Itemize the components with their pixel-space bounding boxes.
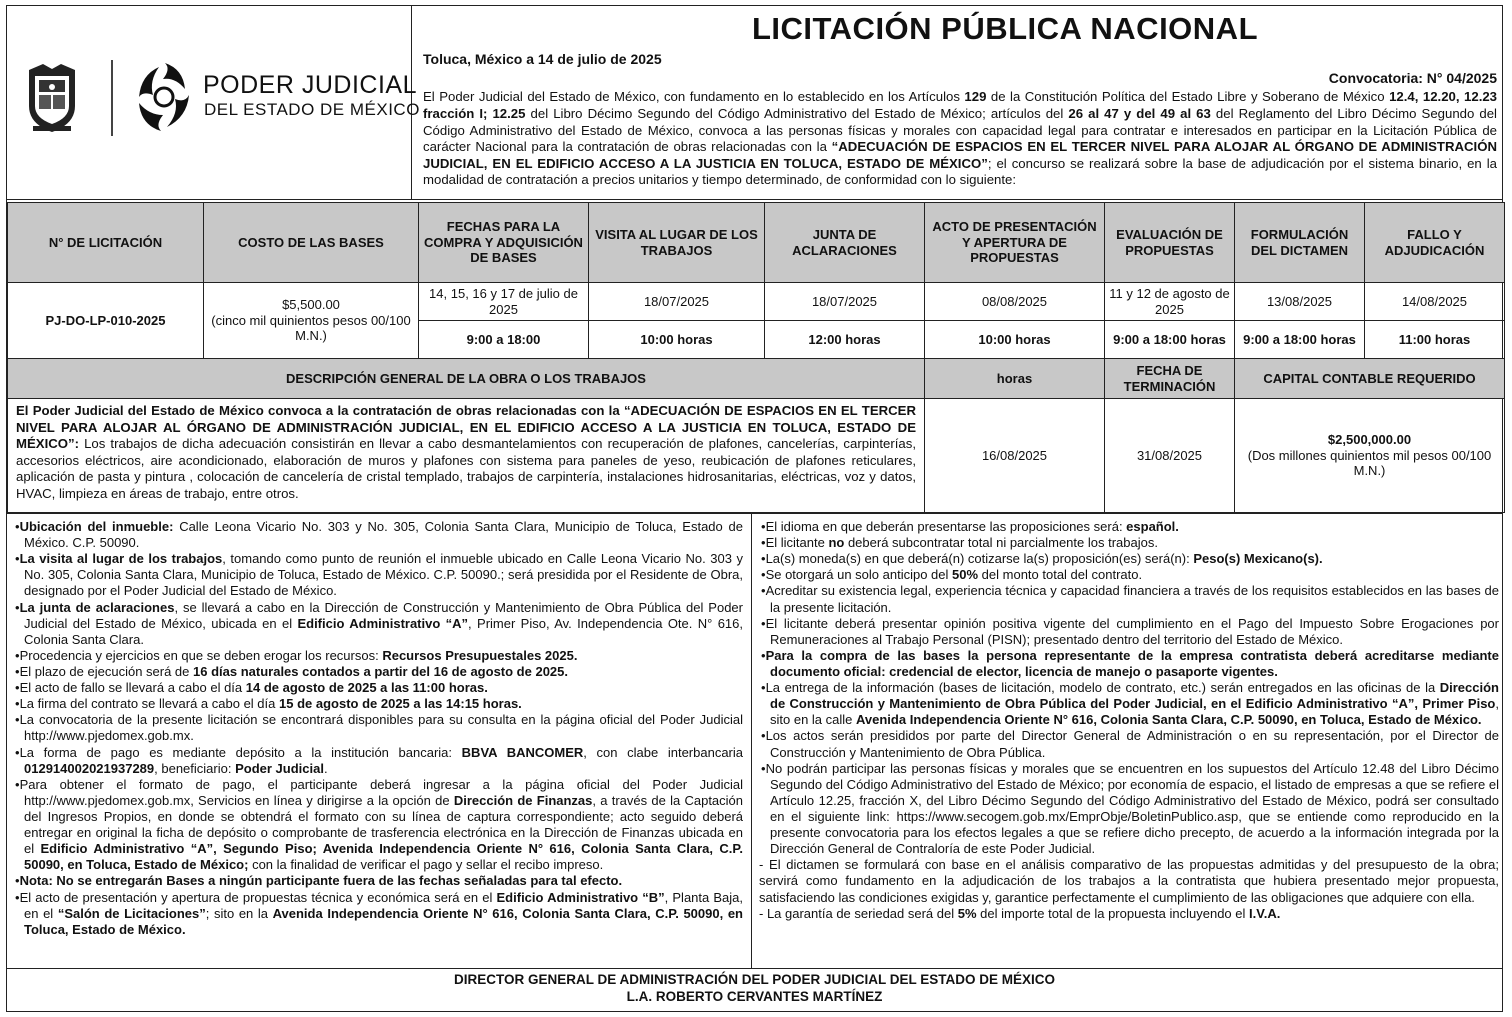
text-run: Los actos serán presididos por parte del Director General de Administración o en su representación, por el Director de Construcción y Mantenimiento de Obra Pública.: [765, 728, 1499, 760]
bold-text: “ADECUACIÓN DE ESPACIOS EN EL TERCER NIVEL PARA ALOJAR AL ÓRGANO DE ADMINISTRACIÓN JUDICIAL, EN EL EDIFICIO ACCESO A LA JUSTICIA EN TOLUCA, ESTADO DE MÉXICO”: [423, 139, 1497, 171]
bases-cost: $5,500.00: [282, 296, 340, 312]
text-run: La firma del contrato se llevará a cabo el día: [19, 696, 279, 712]
document-page: [6, 5, 1503, 1012]
bullet-icon: •: [15, 551, 20, 567]
bold-text: Para la compra de las bases la persona representante de la empresa contratista deberá acreditarse mediante documento oficial: credencial de elector, licencia de manejo o pasaporte vigentes.: [765, 647, 1499, 679]
bold-text: Edificio Administrativo “A”: [297, 615, 469, 631]
bold-text: El Poder Judicial del Estado de México convoca a la contratación de obras relacionadas con la “ADECUACIÓN DE ESPACIOS EN EL TERCER NIVEL PARA ALOJAR AL ÓRGANO DE ADMINISTRACIÓN JUDICIAL, EN EL EDIFICIO ACCESO A LA JUSTICIA EN TOLUCA, ESTADO DE MÉXICO”:: [16, 403, 916, 451]
bold-text: español.: [1126, 519, 1179, 534]
list-item: [13, 648, 743, 664]
list-item: [13, 745, 743, 777]
date-cell: 18/07/2025: [765, 283, 925, 321]
bold-text: Avenida Independencia Oriente N° 616, Colonia Santa Clara, C.P. 50090, en Toluca, Estado de México.: [24, 905, 743, 937]
bullet-icon: •: [15, 663, 20, 679]
header-cell: FECHAS PARA LA COMPRA Y ADQUISICIÓN DE BASES: [419, 203, 589, 283]
time-cell: 9:00 a 18:00 horas: [1235, 321, 1365, 359]
list-item: [13, 519, 743, 551]
text-run: del Reglamento del Libro Décimo Segundo del Código Administrativo del Estado de México, convoca a las personas físicas y morales con capacidad legal para contratar e interesados en participar en la Licitación Pública de carácter Nacional para la contratación de obras relacionadas con la: [423, 105, 1497, 155]
bullet-icon: •: [15, 599, 20, 615]
list-item: [759, 648, 1499, 680]
text-run: del importe total de la propuesta incluyendo el: [976, 905, 1249, 921]
time-cell: 10:00 horas: [589, 321, 765, 359]
header-cell: FECHA DE TERMINACIÓN: [1105, 359, 1235, 399]
page-title: LICITACIÓN PÚBLICA NACIONAL: [751, 11, 1259, 46]
bold-text: Avenida Independencia Oriente N° 616, Colonia Santa Clara, C.P. 50090, en Toluca, Estado de México.: [856, 712, 1482, 728]
text-run: No podrán participar las personas físicas y morales que se encuentren en los supuestos del Artículo 12.48 del Libro Décimo Segundo del Código Administrativo del Estado de México; por economía de espacio, el listado de empresas a que se refiere el Artículo 12.25, fracción X, del Libro Décimo Segundo del Código Administrativo del Estado de México, podrá ser consultado en el siguiente link: https://www.secogem.gob.mx/EmprObje/BoletinPublico.asp, que se entiende como reproducido en la presente convocatoria para los efectos legales a que se refiere dicho precepto, de acuerdo a la información integrada por la Dirección General de Contraloría de este Poder Judicial.: [765, 760, 1499, 857]
text-run: , sito en la calle: [770, 696, 1499, 728]
bold-text: Recursos Presupuestales 2025.: [382, 647, 578, 663]
text-run: Los trabajos de dicha adecuación consistirán en llevar a cabo desmantelamientos con recuperación de plafones, cancelerías, carpinterías, accesorios eléctricos, aire acondicionado, elaboración de muros y plafones con sistema para paneles de yeso, reubicación de plafones reticulares, aplicación de pasta y pintura , colocación de cancelería de cristal templado, trabajos de carpintería, instalaciones hidrosanitarias, eléctricas, voz y datos, HVAC, limpieza en áreas de trabajo, entre otros.: [16, 436, 916, 501]
bold-text: Nota: No se entregarán Bases a ningún participante fuera de las fechas señaladas para tal efecto.: [19, 873, 623, 889]
list-item: [13, 696, 743, 712]
header-cell: COSTO DE LAS BASES: [204, 203, 419, 283]
text-run: Se otorgará un solo anticipo del: [765, 567, 953, 583]
licitacion-number: PJ-DO-LP-010-2025: [8, 283, 204, 359]
bullet-icon: •: [15, 744, 20, 760]
text-run: El acto de fallo se llevará a cabo el día: [19, 680, 246, 696]
column-divider: [751, 514, 752, 968]
signature-block: [7, 972, 1502, 1006]
end-date: 31/08/2025: [1105, 399, 1235, 513]
logo-divider: [111, 60, 113, 136]
bullet-icon: •: [761, 567, 766, 583]
bold-text: Dirección de Finanzas: [453, 792, 593, 808]
list-item: [759, 567, 1499, 583]
header-cell: N° DE LICITACIÓN: [8, 203, 204, 283]
list-item: [13, 680, 743, 696]
bold-text: “Salón de Licitaciones”: [57, 905, 206, 921]
list-item: [759, 583, 1499, 615]
text-run: La forma de pago es mediante depósito a la institución bancaria:: [19, 744, 462, 760]
bullet-icon: •: [15, 776, 20, 792]
list-item: [759, 761, 1499, 858]
text-run: La convocatoria de la presente licitación se encontrará disponibles para su consulta en la página oficial del Poder Judicial http://www.pjedomex.gob.mx.: [19, 712, 743, 744]
capital-amount: $2,500,000.00: [1327, 431, 1412, 447]
text-run: El licitante deberá presentar opinión positiva vigente del cumplimiento en el Pago del Impuesto Sobre Erogaciones por Remuneraciones al Trabajo Personal (PISN); presentado dentro del territorio del Estado de México.: [765, 615, 1499, 647]
text-run: El licitante: [765, 535, 829, 551]
text-run: , con clabe interbancaria: [583, 744, 743, 760]
conditions-left: [13, 519, 743, 938]
list-item: [759, 616, 1499, 648]
bold-text: Poder Judicial: [235, 760, 324, 776]
signer-title: DIRECTOR GENERAL DE ADMINISTRACIÓN DEL PODER JUDICIAL DEL ESTADO DE MÉXICO: [453, 972, 1056, 987]
bullet-icon: •: [761, 519, 766, 534]
bold-text: 5%: [957, 905, 977, 921]
text-run: .: [323, 760, 328, 776]
bold-text: I.V.A.: [1249, 905, 1281, 921]
bullet-icon: •: [761, 647, 766, 663]
place-date: Toluca, México a 14 de julio de 2025: [423, 51, 662, 68]
state-seal-icon: [23, 60, 81, 134]
header-cell: VISITA AL LUGAR DE LOS TRABAJOS: [589, 203, 765, 283]
date-cell: 11 y 12 de agosto de 2025: [1105, 283, 1235, 321]
conditions-section: [7, 513, 1502, 969]
bases-cost-words: (cinco mil quinientos pesos 00/100 M.N.): [211, 312, 411, 344]
text-run: , a través de la Captación del Ingresos Propios, en donde se obtendrá el formato con su línea de captura correspondiente; acto seguido deberá entregar en original la ficha de depósito o comprobante de trasferencia electrónica en la Dirección de Finanzas ubicada en el: [24, 792, 744, 857]
bold-text: Ubicación del inmueble:: [19, 519, 174, 534]
bullet-icon: •: [15, 680, 20, 696]
bullet-icon: •: [761, 680, 766, 696]
text-run: de la Constitución Política del Estado Libre y Soberano de México: [986, 89, 1390, 105]
text-run: Calle Leona Vicario No. 303 y No. 305, Colonia Santa Clara, Municipio de Toluca, Estado de México. C.P. 50090.: [24, 519, 744, 551]
header-cell: FALLO Y ADJUDICACIÓN: [1365, 203, 1505, 283]
logo-subtitle: DEL ESTADO DE MÉXICO: [204, 100, 420, 119]
text-run: El Poder Judicial del Estado de México, con fundamento en lo establecido en los Artículos: [423, 89, 965, 105]
time-cell: 12:00 horas: [765, 321, 925, 359]
logo-box: [7, 6, 420, 200]
bold-text: 14 de agosto de 2025 a las 11:00 horas.: [245, 680, 488, 696]
table-header-row-2: [8, 359, 1505, 399]
list-item: [13, 890, 743, 938]
list-item: [759, 857, 1499, 905]
header-cell: EVALUACIÓN DE PROPUESTAS: [1105, 203, 1235, 283]
bullet-icon: •: [15, 873, 20, 889]
bullet-icon: •: [761, 551, 766, 567]
bold-text: 129: [964, 89, 987, 105]
text-run: , Planta Baja, en el: [24, 889, 743, 921]
text-run: El acto de presentación y apertura de propuestas técnica y económica será en el: [19, 889, 497, 905]
bold-text: Edificio Administrativo “B”: [496, 889, 665, 905]
header-cell: DESCRIPCIÓN GENERAL DE LA OBRA O LOS TRABAJOS: [8, 359, 925, 399]
text-run: El plazo de ejecución será de: [19, 663, 194, 679]
text-run: La(s) moneda(s) en que deberá(n) cotizarse la(s) proposición(es) será(n):: [765, 551, 1194, 567]
bold-text: 16 días naturales contados a partir del 16 de agosto de 2025.: [193, 663, 568, 679]
list-item: [759, 906, 1499, 922]
list-item: [13, 777, 743, 874]
list-item: [759, 519, 1499, 535]
bold-text: La visita al lugar de los trabajos: [19, 551, 223, 567]
list-item: [759, 680, 1499, 728]
bullet-icon: •: [761, 535, 766, 551]
conditions-right-bullets: [759, 519, 1499, 857]
list-item: [13, 873, 743, 889]
text-run: , se llevará a cabo en la Dirección de Construcción y Mantenimiento de Obra Pública del Poder Judicial del Estado de México, ubicada en el: [24, 599, 743, 631]
text-run: ; sito en la: [205, 905, 273, 921]
bullet-icon: •: [761, 583, 766, 599]
text-run: deberá subcontratar total ni parcialmente los trabajos.: [844, 535, 1158, 551]
text-run: La entrega de la información (bases de licitación, modelo de contrato, etc.) serán entregados en las oficinas de la: [765, 680, 1440, 696]
start-date: 16/08/2025: [925, 399, 1105, 513]
capital-words: (Dos millones quinientos mil pesos 00/100 M.N.): [1247, 447, 1492, 479]
bold-text: 26 al 47 y del 49 al 63: [1068, 105, 1211, 121]
bold-text: no: [828, 535, 845, 551]
table-row-description: [8, 399, 1505, 513]
logo-title: PODER JUDICIAL: [203, 71, 417, 99]
text-run: , tomando como punto de reunión el inmueble ubicado en Calle Leona Vicario No. 303 y No. 305, Colonia Santa Clara, Municipio de Toluca, Estado de México. C.P. 50090.; será presidida por el Residente de Obra, designado por el Poder Judicial del Estado de México.: [24, 551, 743, 599]
list-item: [759, 551, 1499, 567]
work-description: [8, 399, 925, 513]
bullet-icon: •: [15, 889, 20, 905]
signer-name: L.A. ROBERTO CERVANTES MARTÍNEZ: [626, 988, 883, 1004]
text-run: , beneficiario:: [154, 760, 236, 776]
text-run: con la finalidad de verificar el pago y sellar el recibo impreso.: [248, 857, 604, 873]
text-run: del monto total del contrato.: [978, 567, 1143, 583]
bullet-icon: •: [761, 728, 766, 744]
bases-cost-cell: [204, 283, 419, 359]
bullet-icon: •: [761, 760, 766, 776]
text-run: del Libro Décimo Segundo del Código Administrativo del Estado de México; artículos del: [525, 105, 1069, 121]
header-cell: FORMULACIÓN DEL DICTAMEN: [1235, 203, 1365, 283]
list-item: [759, 535, 1499, 551]
text-run: ; el concurso se realizará sobre la base de adjudicación por el sistema binario, en la modalidad de contratación a precios unitarios y tiempo determinado, de conformidad con lo siguiente:: [423, 155, 1497, 188]
header-cell: ACTO DE PRESENTACIÓN Y APERTURA DE PROPUESTAS: [925, 203, 1105, 283]
list-item: [13, 551, 743, 599]
date-cell: 08/08/2025: [925, 283, 1105, 321]
convocatoria-number: Convocatoria: N° 04/2025: [1328, 70, 1497, 87]
text-run: Procedencia y ejercicios en que se deben erogar los recursos:: [19, 647, 383, 663]
header-cell: JUNTA DE ACLARACIONES: [765, 203, 925, 283]
bold-text: La junta de aclaraciones: [19, 599, 175, 615]
text-run: Acreditar su existencia legal, experiencia técnica y capacidad financiera a través de los requisitos establecidos en las bases de la presente licitación.: [765, 583, 1499, 615]
bullet-icon: •: [15, 519, 20, 534]
date-cell: 13/08/2025: [1235, 283, 1365, 321]
conditions-right-dashes: [759, 857, 1499, 921]
bold-text: 50%: [952, 567, 979, 583]
bold-text: 12.4, 12.20, 12.23 fracción I; 12.25: [423, 89, 1498, 121]
bold-text: 012914002021937289: [24, 760, 155, 776]
bid-table: [7, 202, 1505, 513]
conditions-right: [759, 519, 1499, 922]
time-cell: 10:00 horas: [925, 321, 1105, 359]
date-cell: 14/08/2025: [1365, 283, 1505, 321]
bullet-icon: •: [15, 712, 20, 728]
bullet-icon: •: [761, 615, 766, 631]
list-item: [13, 600, 743, 648]
bold-text: Dirección de Construcción y Mantenimiento de Obra Pública del Poder Judicial, en el Edificio Administrativo “A”, Primer Piso: [770, 680, 1499, 712]
text-run: - La garantía de seriedad será del: [759, 905, 958, 921]
intro-paragraph: [423, 89, 1497, 189]
time-cell: 11:00 horas: [1365, 321, 1505, 359]
bullet-icon: •: [15, 696, 20, 712]
bullet-icon: •: [15, 647, 20, 663]
bold-text: Peso(s) Mexicano(s).: [1193, 551, 1323, 567]
time-cell: 9:00 a 18:00 horas: [1105, 321, 1235, 359]
date-cell: 14, 15, 16 y 17 de julio de 2025: [419, 283, 589, 321]
text-run: , Primer Piso, Av. Independencia Ote. N° 616, Colonia Santa Clara.: [24, 615, 743, 647]
list-item: [759, 728, 1499, 760]
date-cell: 18/07/2025: [589, 283, 765, 321]
header: [7, 6, 1502, 200]
bold-text: 15 de agosto de 2025 a las 14:15 horas.: [279, 696, 522, 712]
table-header-row: [8, 203, 1505, 283]
table-row-dates: [8, 283, 1505, 321]
time-cell: 9:00 a 18:00: [419, 321, 589, 359]
list-item: [13, 712, 743, 744]
capital-cell: [1235, 399, 1505, 513]
poder-judicial-logo-icon: [135, 59, 193, 135]
bold-text: BBVA BANCOMER: [461, 744, 584, 760]
text-run: - El dictamen se formulará con base en el análisis comparativo de las propuestas admitidas y del presupuesto de la obra; servirá como fundamento en la adjudicación de los trabajos a la contratista que hubiera presentado mejor propuesta, satisfaciendo las condiciones exigidas y, garantice perfectamente el cumplimiento de las obligaciones que adquiere con ella.: [759, 857, 1499, 905]
header-cell: CAPITAL CONTABLE REQUERIDO: [1235, 359, 1505, 399]
list-item: [13, 664, 743, 680]
text-run: Para obtener el formato de pago, el participante deberá ingresar a la página oficial del Poder Judicial http://www.pjedomex.gob.mx, Servicios en línea y dirigirse a la opción de: [19, 776, 743, 808]
header-text: [423, 10, 1497, 189]
header-cell: horas: [925, 359, 1105, 399]
bold-text: Edificio Administrativo “A”, Segundo Piso; Avenida Independencia Oriente N° 616, Colonia Santa Clara, C.P. 50090, en Toluca, Estado de México;: [24, 841, 744, 873]
text-run: El idioma en que deberán presentarse las proposiciones será:: [765, 519, 1127, 534]
